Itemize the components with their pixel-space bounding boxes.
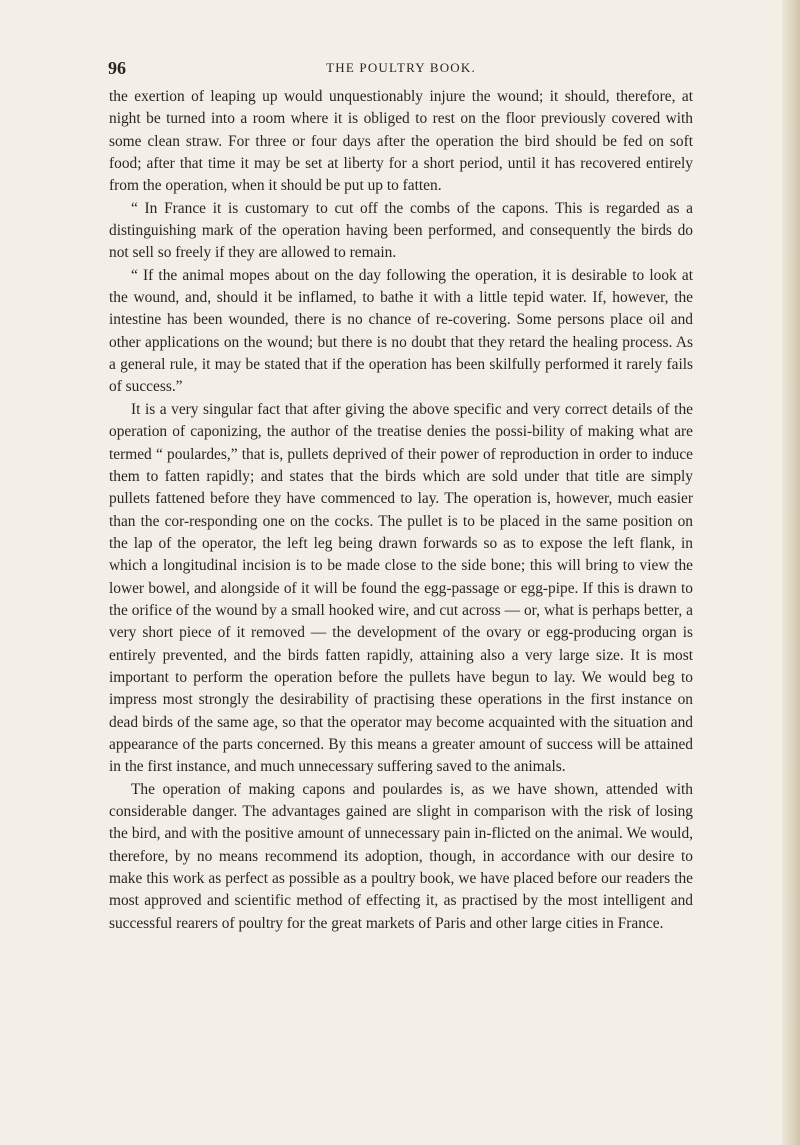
page-header — [108, 58, 694, 80]
body-text — [109, 86, 693, 935]
page-edge-shadow — [782, 0, 800, 1145]
running-head: THE POULTRY BOOK. — [326, 60, 476, 75]
paragraph-1: the exertion of leaping up would unquestionably injure the wound; it should, therefore, at night be turned into a room where it is obliged to rest on the floor previously covered with some clean straw. For three or four days after the operation the bird should be fed on soft food; after that time it may be set at liberty for a short period, until it has recovered entirely from the operation, when it should be put up to fatten. — [109, 88, 693, 195]
paragraph-4: It is a very singular fact that after giving the above specific and very correct details of the operation of caponizing, the author of the treatise denies the possi-bility of making what are termed “ poulardes,” that is, pullets deprived of their power of reproduction in order to induce them to fatten rapidly; and states that the birds which are sold under that title are simply pullets fattened before they have commenced to lay. The operation is, however, much easier than the cor-responding one on the cocks. The pullet is to be placed in the same position on the lap of the operator, the left leg being drawn forwards so as to expose the left flank, in which a longitudinal incision is to be made close to the side bone; this will bring to view the lower bowel, and alongside of it will be found the egg-passage or egg-pipe. If this is drawn to the orifice of the wound by a small hooked wire, and cut across — or, what is perhaps better, a very short piece of it removed — the development of the ovary or egg-producing organ is entirely prevented, and the birds fatten rapidly, attaining also a very large size. It is most important to perform the operation before the pullets have begun to lay. We would beg to impress most strongly the desirability of practising these operations in the first instance on dead birds of the same age, so that the operator may become acquainted with the situation and appearance of the parts concerned. By this means a greater amount of success will be attained in the first instance, and much unnecessary suffering saved to the animals. — [109, 400, 693, 776]
paragraph-3: “ If the animal mopes about on the day following the operation, it is desirable to look at the wound, and, should it be inflamed, to bathe it with a little tepid water. If, however, the intestine has been wounded, there is no chance of re-covering. Some persons place oil and other applications on the wound; but there is no doubt that they retard the healing process. As a general rule, it may be stated that if the operation has been skilfully performed it rarely fails of success.” — [109, 266, 693, 396]
paragraph-5: The operation of making capons and poulardes is, as we have shown, attended with considerable danger. The advantages gained are slight in comparison with the risk of losing the bird, and with the positive amount of unnecessary pain in-flicted on the animal. We would, therefore, by no means recommend its adoption, though, in accordance with our desire to make this work as perfect as possible as a poultry book, we have placed before our readers the most approved and scientific method of effecting it, as practised by the most intelligent and successful rearers of poultry for the great markets of Paris and other large cities in France. — [109, 780, 693, 932]
page-number: 96 — [108, 58, 126, 78]
paragraph-2: “ In France it is customary to cut off the combs of the capons. This is regarded as a distinguishing mark of the operation having been performed, and consequently the birds do not sell so freely if they are allowed to remain. — [109, 199, 693, 262]
